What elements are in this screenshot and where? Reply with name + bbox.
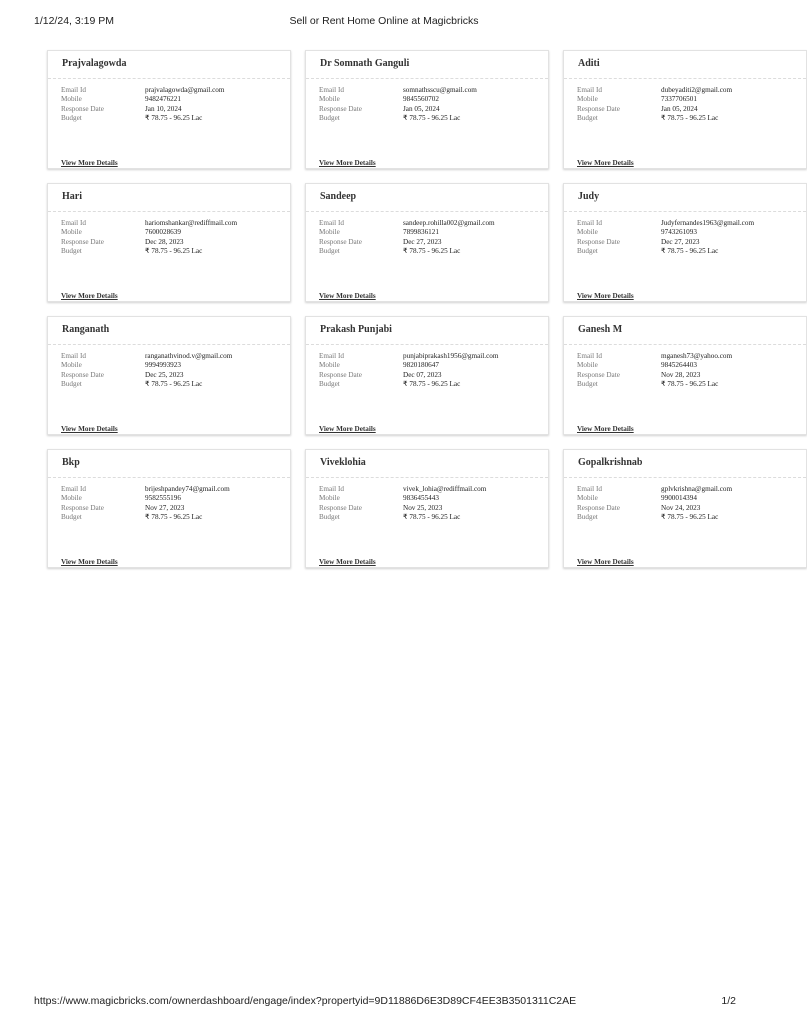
mobile-label: Mobile [577,95,598,104]
contact-name: Aditi [578,58,600,69]
response-date-value: Dec 28, 2023 [145,237,184,246]
budget-label: Budget [577,379,598,388]
detail-row [61,247,286,256]
response-card [47,316,291,435]
mobile-value: 9845264403 [661,361,697,370]
email-label: Email Id [319,219,344,227]
response-date-label: Response Date [319,503,362,512]
detail-row [319,380,544,389]
response-card [563,50,807,169]
detail-row [319,494,544,503]
detail-row [319,361,544,370]
view-more-details-link[interactable]: View More Details [61,558,118,566]
email-label: Email Id [61,219,86,227]
mobile-value: 9845560702 [403,95,439,104]
mobile-value: 9482476221 [145,95,181,104]
email-label: Email Id [319,86,344,94]
email-value: Judyfernandes1963@gmail.com [661,219,755,227]
contact-name: Sandeep [320,191,357,202]
view-more-details-link[interactable]: View More Details [577,425,634,433]
budget-label: Budget [319,113,340,122]
mobile-label: Mobile [319,95,340,104]
response-date-label: Response Date [577,503,620,512]
response-card [47,449,291,568]
print-header [0,15,768,31]
detail-row [61,380,286,389]
budget-label: Budget [61,246,82,255]
response-date-label: Response Date [61,503,104,512]
response-card-grid [47,50,755,580]
contact-name: Ganesh M [578,324,623,335]
detail-row [577,105,802,114]
mobile-label: Mobile [61,228,82,237]
detail-row [319,504,544,513]
budget-label: Budget [61,113,82,122]
detail-row [61,513,286,522]
detail-row [319,105,544,114]
email-value: somnathsscu@gmail.com [403,86,477,94]
detail-row [61,114,286,123]
response-date-label: Response Date [577,104,620,113]
card-divider [48,344,290,345]
detail-row [577,228,802,237]
view-more-details-link[interactable]: View More Details [61,159,118,167]
print-page-number: 1/2 [721,995,736,1007]
email-value: dubeyaditi2@gmail.com [661,86,733,94]
detail-row [577,494,802,503]
print-footer [0,995,768,1011]
response-card [563,316,807,435]
email-label: Email Id [577,86,602,94]
response-date-value: Nov 24, 2023 [661,503,701,512]
mobile-label: Mobile [319,361,340,370]
budget-value: ₹ 78.75 - 96.25 Lac [661,379,719,388]
email-label: Email Id [61,485,86,493]
budget-value: ₹ 78.75 - 96.25 Lac [403,113,461,122]
view-more-details-link[interactable]: View More Details [577,159,634,167]
budget-value: ₹ 78.75 - 96.25 Lac [661,246,719,255]
view-more-details-link[interactable]: View More Details [577,292,634,300]
email-label: Email Id [577,485,602,493]
detail-row [61,219,286,228]
detail-row [61,95,286,104]
mobile-label: Mobile [319,494,340,503]
mobile-value: 9820180647 [403,361,439,370]
contact-details [61,352,286,389]
response-card [305,316,549,435]
email-value: prajvalagowda@gmail.com [145,86,225,94]
email-label: Email Id [61,86,86,94]
contact-name: Viveklohia [320,457,366,468]
response-card [305,183,549,302]
response-date-value: Jan 05, 2024 [661,104,698,113]
view-more-details-link[interactable]: View More Details [319,159,376,167]
budget-label: Budget [577,246,598,255]
budget-label: Budget [319,246,340,255]
response-date-value: Dec 27, 2023 [661,237,700,246]
mobile-label: Mobile [61,361,82,370]
response-date-value: Dec 25, 2023 [145,370,184,379]
contact-details [577,352,802,389]
view-more-details-link[interactable]: View More Details [577,558,634,566]
detail-row [319,86,544,95]
view-more-details-link[interactable]: View More Details [61,292,118,300]
mobile-value: 9743261093 [661,228,697,237]
response-card [47,50,291,169]
response-card [563,449,807,568]
budget-value: ₹ 78.75 - 96.25 Lac [661,113,719,122]
detail-row [577,380,802,389]
mobile-label: Mobile [577,228,598,237]
contact-name: Prakash Punjabi [320,324,392,335]
contact-details [61,219,286,256]
card-divider [306,344,548,345]
response-date-value: Jan 05, 2024 [403,104,440,113]
mobile-label: Mobile [61,95,82,104]
email-value: punjabiprakash1956@gmail.com [403,352,499,360]
email-label: Email Id [319,352,344,360]
contact-details [319,219,544,256]
email-value: sandeep.rohilla002@gmail.com [403,219,495,227]
card-divider [306,211,548,212]
view-more-details-link[interactable]: View More Details [319,558,376,566]
view-more-details-link[interactable]: View More Details [319,425,376,433]
card-divider [564,477,806,478]
mobile-value: 7899836121 [403,228,439,237]
detail-row [61,86,286,95]
contact-name: Ranganath [62,324,110,335]
detail-row [61,485,286,494]
card-divider [48,78,290,79]
detail-row [61,494,286,503]
detail-row [319,371,544,380]
card-divider [48,477,290,478]
detail-row [577,114,802,123]
response-date-value: Jan 10, 2024 [145,104,182,113]
budget-value: ₹ 78.75 - 96.25 Lac [145,512,203,521]
mobile-label: Mobile [319,228,340,237]
detail-row [577,485,802,494]
detail-row [61,504,286,513]
card-divider [306,477,548,478]
response-date-label: Response Date [61,104,104,113]
view-more-details-link[interactable]: View More Details [61,425,118,433]
contact-details [577,485,802,522]
response-date-value: Nov 27, 2023 [145,503,185,512]
detail-row [319,219,544,228]
contact-details [319,485,544,522]
mobile-label: Mobile [577,494,598,503]
response-card [47,183,291,302]
email-value: hariomshankar@rediffmail.com [145,219,238,227]
mobile-value: 9994993923 [145,361,181,370]
response-card [305,50,549,169]
email-label: Email Id [577,352,602,360]
print-url: https://www.magicbricks.com/ownerdashboard/engage/index?propertyid=9D11886D6E3D89CF4EE3B3501311C2AE [34,995,577,1007]
contact-name: Prajvalagowda [62,58,127,69]
detail-row [61,238,286,247]
mobile-value: 9836455443 [403,494,439,503]
card-divider [306,78,548,79]
response-date-label: Response Date [61,237,104,246]
email-label: Email Id [61,352,86,360]
detail-row [577,238,802,247]
contact-name: Dr Somnath Ganguli [320,58,410,69]
budget-value: ₹ 78.75 - 96.25 Lac [403,379,461,388]
response-date-value: Dec 07, 2023 [403,370,442,379]
detail-row [319,228,544,237]
detail-row [319,95,544,104]
mobile-value: 7337706501 [661,95,697,104]
response-date-value: Nov 25, 2023 [403,503,443,512]
budget-label: Budget [577,512,598,521]
response-date-label: Response Date [577,370,620,379]
detail-row [319,238,544,247]
detail-row [577,219,802,228]
response-date-label: Response Date [577,237,620,246]
mobile-value: 9900014394 [661,494,697,503]
budget-value: ₹ 78.75 - 96.25 Lac [145,246,203,255]
detail-row [319,485,544,494]
budget-label: Budget [577,113,598,122]
budget-label: Budget [61,379,82,388]
budget-value: ₹ 78.75 - 96.25 Lac [403,246,461,255]
print-datetime: 1/12/24, 3:19 PM [34,15,114,27]
detail-row [577,371,802,380]
budget-value: ₹ 78.75 - 96.25 Lac [145,379,203,388]
detail-row [577,361,802,370]
contact-details [61,485,286,522]
detail-row [319,247,544,256]
email-value: vivek_lohia@rediffmail.com [403,485,487,493]
contact-name: Hari [62,191,82,202]
email-value: gplvkrishna@gmail.com [661,485,733,493]
print-page-title: Sell or Rent Home Online at Magicbricks [289,15,479,27]
mobile-label: Mobile [61,494,82,503]
detail-row [577,504,802,513]
card-divider [564,344,806,345]
email-value: brijeshpandey74@gmail.com [145,485,230,493]
detail-row [577,247,802,256]
detail-row [61,371,286,380]
detail-row [61,228,286,237]
budget-value: ₹ 78.75 - 96.25 Lac [145,113,203,122]
contact-details [577,219,802,256]
card-divider [48,211,290,212]
contact-name: Judy [578,191,600,202]
detail-row [577,86,802,95]
mobile-value: 7600028639 [145,228,181,237]
budget-label: Budget [319,379,340,388]
response-date-label: Response Date [319,370,362,379]
contact-details [319,86,544,123]
contact-details [319,352,544,389]
detail-row [577,352,802,361]
budget-label: Budget [61,512,82,521]
contact-name: Gopalkrishnab [578,457,643,468]
detail-row [577,513,802,522]
email-value: ranganathvinod.v@gmail.com [145,352,233,360]
contact-name: Bkp [62,457,80,468]
budget-label: Budget [319,512,340,521]
email-value: mganesh73@yahoo.com [661,352,733,360]
view-more-details-link[interactable]: View More Details [319,292,376,300]
response-date-label: Response Date [319,237,362,246]
response-date-value: Dec 27, 2023 [403,237,442,246]
contact-details [61,86,286,123]
email-label: Email Id [319,485,344,493]
response-date-label: Response Date [319,104,362,113]
card-divider [564,211,806,212]
detail-row [319,114,544,123]
response-card [563,183,807,302]
budget-value: ₹ 78.75 - 96.25 Lac [403,512,461,521]
detail-row [319,513,544,522]
detail-row [61,361,286,370]
detail-row [577,95,802,104]
mobile-label: Mobile [577,361,598,370]
email-label: Email Id [577,219,602,227]
response-card [305,449,549,568]
detail-row [61,352,286,361]
detail-row [319,352,544,361]
mobile-value: 9582555196 [145,494,181,503]
response-date-label: Response Date [61,370,104,379]
budget-value: ₹ 78.75 - 96.25 Lac [661,512,719,521]
card-divider [564,78,806,79]
detail-row [61,105,286,114]
contact-details [577,86,802,123]
response-date-value: Nov 28, 2023 [661,370,701,379]
